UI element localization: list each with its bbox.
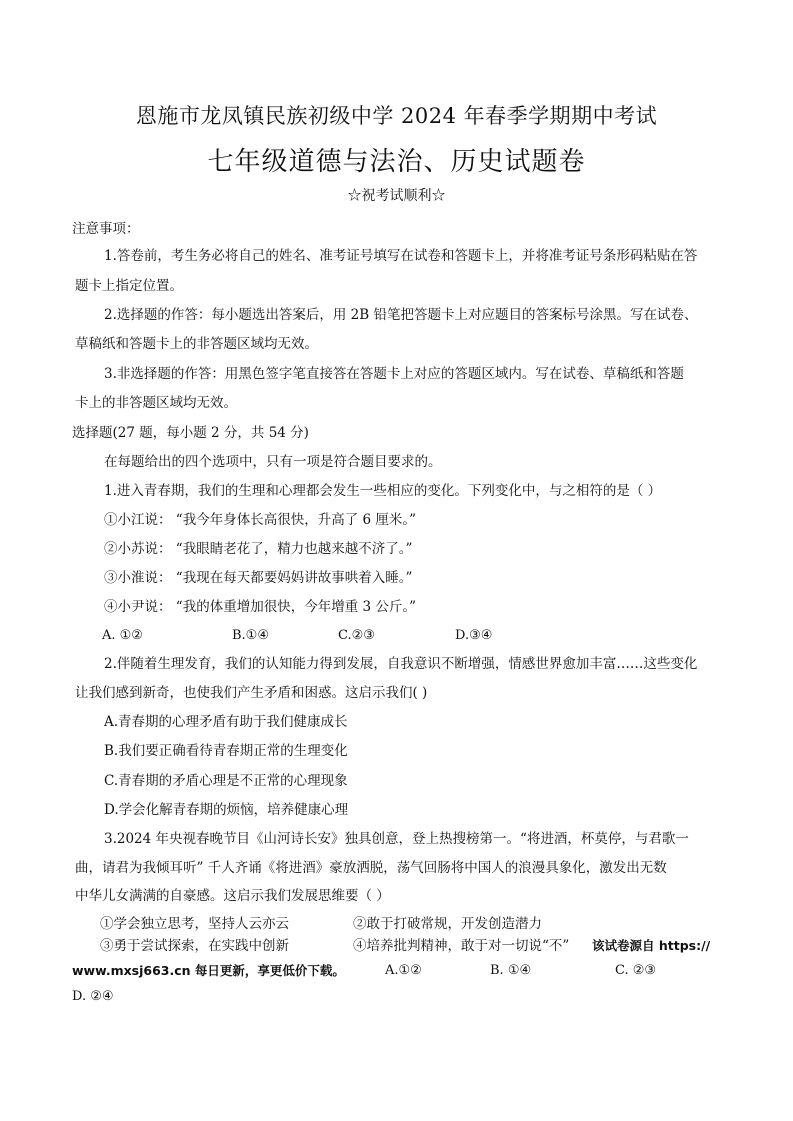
source-notice-part-1: 该试卷源自 https:// [592,938,711,953]
q3-statement-4: ④培养批判精神，敢于对一切说“不” [353,938,570,954]
notice-heading: 注意事项： [72,221,140,237]
q1-statement-3: ③小淮说： “我现在每天都要妈妈讲故事哄着入睡。” [104,570,413,586]
q3-option-a: A.①② [385,963,422,978]
q2-option-a: A.青春期的心理矛盾有助于我们健康成长 [104,714,348,730]
q3-stem-line-1: 3.2024 年央视春晚节目《山河诗长安》独具创意，登上热搜榜第一。“将进酒，杯莫停，与君歌一 [104,831,689,847]
q2-stem-line-1: 2.伴随着生理发育，我们的认知能力得到发展，自我意识不断增强，情感世界愈加丰富……这些变化 [104,656,698,672]
q3-statement-2: ②敢于打破常规，开发创造潜力 [353,916,542,932]
q3-stem-line-3: 中华儿女满满的自豪感。这启示我们发展思维要（ ） [75,888,390,904]
q3-option-c: C. ②③ [615,963,657,978]
section-instruction: 在每题给出的四个选项中，只有一项是符合题目要求的。 [104,454,442,470]
wish-line: ☆祝考试顺利☆ [347,188,446,204]
q1-option-a: A. ①② [102,628,143,643]
notice-item-3-line-1: 3.非选择题的作答：用黑色签字笔直接答在答题卡上对应的答题区域内。写在试卷、草稿纸和答题 [104,366,684,382]
q1-option-b: B.①④ [232,628,269,643]
q1-option-d: D.③④ [455,628,493,643]
notice-item-3-line-2: 卡上的非答题区域均无效。 [75,395,237,411]
q3-option-b: B. ①④ [490,963,532,978]
q3-statement-3: ③勇于尝试探索，在实践中创新 [100,938,289,954]
notice-item-2-line-2: 草稿纸和答题卡上的非答题区域均无效。 [75,336,318,352]
q3-stem-line-2: 曲，请君为我倾耳听” 千人齐诵《将进酒》豪放洒脱，荡气回肠将中国人的浪漫具象化，激发出无数 [75,860,667,876]
paper-title: 七年级道德与法治、历史试题卷 [207,147,586,177]
q1-statement-4: ④小尹说： “我的体重增加很快，今年增重 3 公斤。” [104,599,417,615]
q3-option-d: D. ②④ [72,989,114,1004]
q2-option-c: C.青春期的矛盾心理是不正常的心理现象 [104,773,348,789]
q1-statement-2: ②小苏说： “我眼睛老花了，精力也越来越不济了。” [104,541,413,557]
q1-stem: 1.进入青春期，我们的生理和心理都会发生一些相应的变化。下列变化中，与之相符的是（ ） [104,483,662,499]
notice-item-1-line-1: 1.答卷前，考生务必将自己的姓名、准考证号填写在试卷和答题卡上，并将准考证号条形码粘贴在答 [104,248,698,264]
q3-statement-1: ①学会独立思考，坚持人云亦云 [100,916,289,932]
notice-item-2-line-1: 2.选择题的作答：每小题选出答案后，用 2B 铅笔把答题卡上对应题目的答案标号涂黑。写在试卷、 [104,307,698,323]
q2-option-d: D.学会化解青春期的烦恼，培养健康心理 [104,802,349,818]
q2-stem-line-2: 让我们感到新奇，也使我们产生矛盾和困惑。这启示我们( ) [75,685,428,701]
source-notice-part-2: www.mxsj663.cn 每日更新，享更低价下载。 [72,963,345,978]
q2-option-b: B.我们要正确看待青春期正常的生理变化 [104,743,348,759]
school-title: 恩施市龙凤镇民族初级中学 2024 年春季学期期中考试 [135,104,658,128]
q1-statement-1: ①小江说： “我今年身体长高很快，升高了 6 厘米。” [104,512,417,528]
notice-item-1-line-2: 题卡上指定位置。 [75,278,183,294]
section-heading: 选择题(27 题，每小题 2 分，共 54 分) [72,425,309,441]
q1-option-c: C.②③ [338,628,375,643]
